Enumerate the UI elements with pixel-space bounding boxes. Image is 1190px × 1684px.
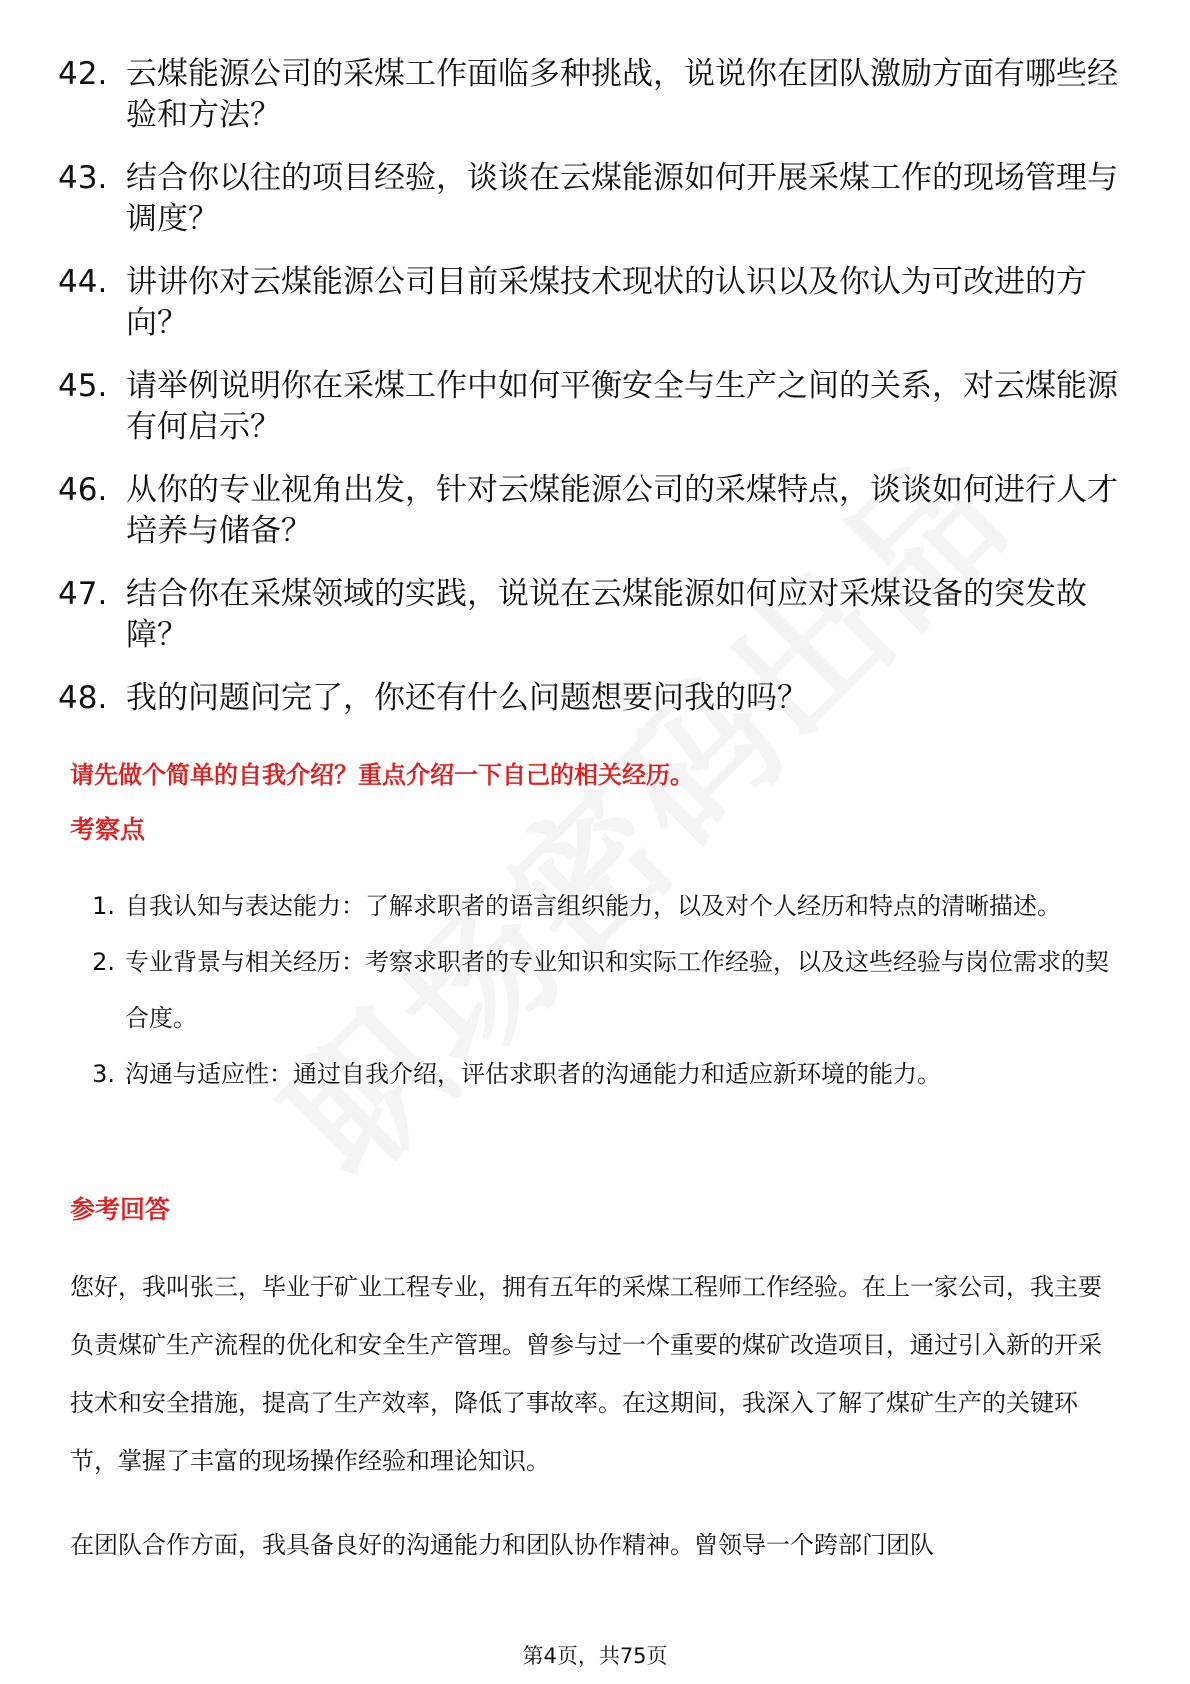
- point-number: 1.: [92, 892, 115, 920]
- reference-answer-heading: 参考回答: [70, 1195, 171, 1224]
- point-number: 3.: [92, 1060, 115, 1088]
- question-text: 请举例说明你在采煤工作中如何平衡安全与生产之间的关系，对云煤能源有何启示？: [126, 368, 1118, 445]
- question-text: 结合你在采煤领域的实践，说说在云煤能源如何应对采煤设备的突发故障？: [126, 576, 1087, 653]
- question-number: 48.: [58, 680, 108, 716]
- reference-answer: [70, 1258, 1120, 1600]
- question-item: [58, 574, 1118, 656]
- interview-question-title: 请先做个简单的自我介绍？重点介绍一下自己的相关经历。: [70, 761, 694, 789]
- question-number: 43.: [58, 160, 108, 196]
- point-text: 专业背景与相关经历：考察求职者的专业知识和实际工作经验，以及这些经验与岗位需求的契合度。: [125, 948, 1109, 1032]
- question-item: [58, 158, 1118, 240]
- assessment-point: [70, 1046, 1120, 1102]
- question-number: 45.: [58, 368, 108, 404]
- question-text: 讲讲你对云煤能源公司目前采煤技术现状的认识以及你认为可改进的方向？: [126, 264, 1087, 341]
- question-item: [58, 470, 1118, 552]
- question-number: 46.: [58, 472, 108, 508]
- assessment-point: [70, 878, 1120, 934]
- point-text: 自我认知与表达能力：了解求职者的语言组织能力，以及对个人经历和特点的清晰描述。: [125, 892, 1061, 920]
- point-number: 2.: [92, 948, 115, 976]
- question-number: 47.: [58, 576, 108, 612]
- question-number: 44.: [58, 264, 108, 300]
- page-footer: 第4页，共75页: [522, 1644, 668, 1668]
- question-text: 云煤能源公司的采煤工作面临多种挑战，说说你在团队激励方面有哪些经验和方法？: [126, 56, 1118, 133]
- answer-paragraph: 您好，我叫张三，毕业于矿业工程专业，拥有五年的采煤工程师工作经验。在上一家公司，我主要负责煤矿生产流程的优化和安全生产管理。曾参与过一个重要的煤矿改造项目，通过引入新的开采技术和安全措施，提高了生产效率，降低了事故率。在这期间，我深入了解了煤矿生产的关键环节，掌握了丰富的现场操作经验和理论知识。: [70, 1273, 1102, 1475]
- answer-paragraph: 在团队合作方面，我具备良好的沟通能力和团队协作精神。曾领导一个跨部门团队: [70, 1531, 934, 1559]
- question-text: 从你的专业视角出发，针对云煤能源公司的采煤特点，谈谈如何进行人才培养与储备？: [126, 472, 1118, 549]
- question-list: [58, 54, 1118, 741]
- assessment-point: [70, 934, 1120, 1046]
- question-item: [58, 678, 1118, 719]
- point-text: 沟通与适应性：通过自我介绍，评估求职者的沟通能力和适应新环境的能力。: [125, 1060, 941, 1088]
- assessment-points: [70, 878, 1120, 1102]
- question-item: [58, 366, 1118, 448]
- question-item: [58, 262, 1118, 344]
- question-item: [58, 54, 1118, 136]
- question-text: 我的问题问完了，你还有什么问题想要问我的吗？: [126, 680, 808, 716]
- question-text: 结合你以往的项目经验，谈谈在云煤能源如何开展采煤工作的现场管理与调度？: [126, 160, 1118, 237]
- assessment-heading: 考察点: [70, 815, 146, 844]
- question-number: 42.: [58, 56, 108, 92]
